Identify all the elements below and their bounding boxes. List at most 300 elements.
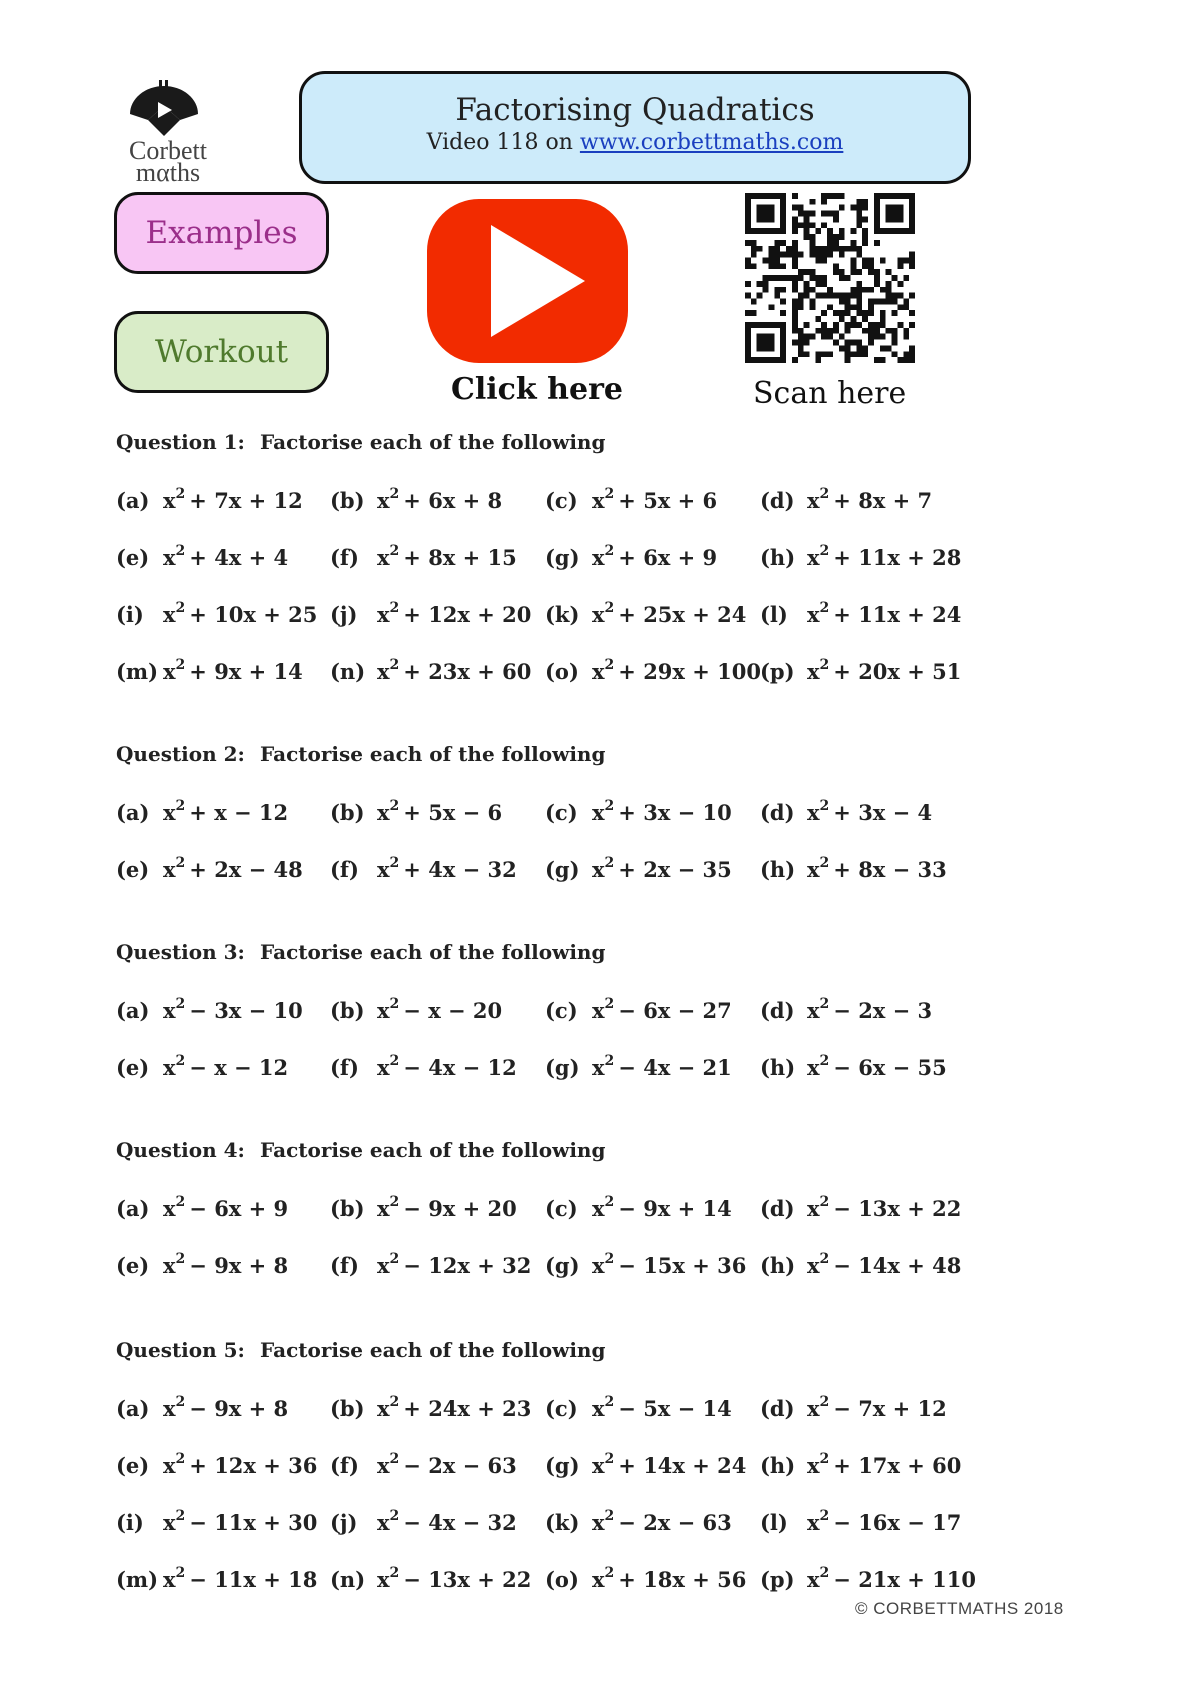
- item-exponent: 2: [819, 600, 830, 616]
- item-expression: − 4x − 21: [618, 1055, 732, 1080]
- question-item: [116, 602, 317, 627]
- item-expression: − 14x + 48: [833, 1253, 962, 1278]
- item-label: (b): [330, 998, 365, 1023]
- item-label: (d): [760, 1396, 795, 1421]
- item-expression: − 6x − 55: [833, 1055, 947, 1080]
- item-label: (f): [330, 545, 359, 570]
- item-expression: − 4x − 32: [403, 1510, 517, 1535]
- item-label: (a): [116, 800, 150, 825]
- item-expression: − 11x + 18: [189, 1567, 318, 1592]
- item-variable: x: [807, 659, 820, 684]
- item-exponent: 2: [389, 1053, 400, 1069]
- question-number: Question 5:: [116, 1338, 245, 1362]
- item-label: (h): [760, 1253, 796, 1278]
- item-label: (g): [545, 1055, 580, 1080]
- page-subtitle: [302, 130, 968, 155]
- question-instruction: Factorise each of the following: [260, 940, 606, 964]
- item-expression: + 17x + 60: [833, 1453, 962, 1478]
- item-label: (l): [760, 1510, 788, 1535]
- video-play-icon[interactable]: [425, 197, 630, 365]
- question-item: [760, 1453, 961, 1478]
- item-exponent: 2: [175, 1194, 186, 1210]
- item-variable: x: [377, 1453, 390, 1478]
- item-label: (c): [545, 998, 578, 1023]
- item-exponent: 2: [175, 996, 186, 1012]
- question-item: [760, 998, 932, 1023]
- item-expression: + 8x − 33: [833, 857, 947, 882]
- item-exponent: 2: [175, 1508, 186, 1524]
- item-variable: x: [377, 1510, 390, 1535]
- question-item: [330, 602, 531, 627]
- item-expression: + 25x + 24: [618, 602, 747, 627]
- question-item: [760, 857, 947, 882]
- item-expression: − 5x − 14: [618, 1396, 732, 1421]
- item-expression: − x − 20: [403, 998, 503, 1023]
- item-exponent: 2: [175, 657, 186, 673]
- website-link[interactable]: www.corbettmaths.com: [579, 130, 844, 155]
- item-label: (g): [545, 857, 580, 882]
- item-variable: x: [163, 1567, 176, 1592]
- item-exponent: 2: [389, 798, 400, 814]
- item-expression: − 15x + 36: [618, 1253, 747, 1278]
- item-variable: x: [377, 488, 390, 513]
- question-item: [116, 1567, 317, 1592]
- item-label: (i): [116, 1510, 144, 1535]
- question-item: [545, 659, 761, 684]
- item-label: (k): [545, 602, 580, 627]
- item-variable: x: [592, 998, 605, 1023]
- item-variable: x: [592, 659, 605, 684]
- item-expression: − 9x + 20: [403, 1196, 517, 1221]
- question-item: [545, 800, 732, 825]
- question-item: [545, 1510, 732, 1535]
- item-expression: + 5x + 6: [618, 488, 718, 513]
- item-label: (h): [760, 857, 796, 882]
- item-exponent: 2: [175, 600, 186, 616]
- item-exponent: 2: [175, 543, 186, 559]
- item-label: (a): [116, 488, 150, 513]
- item-exponent: 2: [604, 1053, 615, 1069]
- item-expression: − 9x + 8: [189, 1253, 289, 1278]
- item-exponent: 2: [819, 855, 830, 871]
- logo-line-1: Corbett: [129, 136, 207, 165]
- question-item: [116, 1453, 317, 1478]
- item-variable: x: [377, 1567, 390, 1592]
- item-exponent: 2: [389, 996, 400, 1012]
- question-item: [330, 998, 502, 1023]
- question-item: [116, 857, 303, 882]
- item-exponent: 2: [604, 600, 615, 616]
- item-expression: − 2x − 63: [403, 1453, 517, 1478]
- item-expression: + x − 12: [189, 800, 289, 825]
- item-variable: x: [807, 545, 820, 570]
- item-variable: x: [163, 1396, 176, 1421]
- question-item: [760, 1396, 947, 1421]
- logo-text: [118, 136, 218, 187]
- item-variable: x: [807, 857, 820, 882]
- copyright-footer: © CORBETTMATHS 2018: [855, 1599, 1064, 1618]
- item-label: (l): [760, 602, 788, 627]
- item-variable: x: [592, 857, 605, 882]
- question-item: [116, 1253, 288, 1278]
- question-item: [545, 1567, 746, 1592]
- question-item: [545, 602, 746, 627]
- question-item: [760, 545, 961, 570]
- item-expression: + 3x − 4: [833, 800, 933, 825]
- item-label: (d): [760, 998, 795, 1023]
- item-variable: x: [377, 800, 390, 825]
- item-exponent: 2: [604, 1251, 615, 1267]
- item-exponent: 2: [175, 855, 186, 871]
- item-label: (j): [330, 602, 358, 627]
- item-expression: − 2x − 63: [618, 1510, 732, 1535]
- question-5-title: [116, 1338, 606, 1362]
- item-expression: + 2x − 48: [189, 857, 303, 882]
- item-exponent: 2: [389, 1565, 400, 1581]
- item-variable: x: [163, 602, 176, 627]
- item-expression: − x − 12: [189, 1055, 289, 1080]
- item-label: (b): [330, 488, 365, 513]
- item-exponent: 2: [604, 798, 615, 814]
- question-2-title: [116, 742, 606, 766]
- question-item: [545, 545, 717, 570]
- item-exponent: 2: [175, 1053, 186, 1069]
- item-exponent: 2: [175, 1565, 186, 1581]
- item-variable: x: [163, 800, 176, 825]
- item-exponent: 2: [819, 543, 830, 559]
- item-expression: + 8x + 7: [833, 488, 933, 513]
- item-variable: x: [807, 488, 820, 513]
- item-label: (f): [330, 1453, 359, 1478]
- item-expression: − 21x + 110: [833, 1567, 976, 1592]
- item-variable: x: [592, 1396, 605, 1421]
- item-expression: + 20x + 51: [833, 659, 962, 684]
- item-label: (d): [760, 800, 795, 825]
- logo-line-2: mαths: [135, 158, 201, 187]
- item-exponent: 2: [175, 1251, 186, 1267]
- item-exponent: 2: [389, 1451, 400, 1467]
- question-item: [116, 998, 303, 1023]
- question-item: [330, 545, 517, 570]
- item-exponent: 2: [175, 798, 186, 814]
- question-item: [760, 1196, 961, 1221]
- item-expression: − 9x + 14: [618, 1196, 732, 1221]
- item-label: (h): [760, 1055, 796, 1080]
- question-item: [545, 1196, 732, 1221]
- item-variable: x: [163, 1510, 176, 1535]
- question-item: [760, 1510, 961, 1535]
- item-expression: − 6x + 9: [189, 1196, 289, 1221]
- item-exponent: 2: [175, 486, 186, 502]
- logo-emblem-icon: [126, 80, 202, 138]
- item-label: (f): [330, 1253, 359, 1278]
- item-label: (f): [330, 1055, 359, 1080]
- item-label: (e): [116, 857, 150, 882]
- item-exponent: 2: [604, 486, 615, 502]
- item-variable: x: [592, 800, 605, 825]
- question-3-title: [116, 940, 606, 964]
- item-exponent: 2: [819, 1394, 830, 1410]
- item-exponent: 2: [819, 1053, 830, 1069]
- item-exponent: 2: [604, 1565, 615, 1581]
- item-variable: x: [592, 602, 605, 627]
- item-expression: + 5x − 6: [403, 800, 503, 825]
- item-expression: + 4x + 4: [189, 545, 289, 570]
- question-item: [116, 545, 288, 570]
- question-item: [116, 659, 303, 684]
- subtitle-prefix: Video 118 on: [426, 130, 580, 155]
- question-item: [116, 1196, 288, 1221]
- item-expression: + 2x − 35: [618, 857, 732, 882]
- item-label: (f): [330, 857, 359, 882]
- item-exponent: 2: [389, 1508, 400, 1524]
- question-item: [330, 1055, 517, 1080]
- question-item: [330, 1510, 517, 1535]
- item-exponent: 2: [819, 996, 830, 1012]
- item-label: (b): [330, 1396, 365, 1421]
- question-item: [545, 857, 732, 882]
- item-exponent: 2: [819, 486, 830, 502]
- item-exponent: 2: [604, 996, 615, 1012]
- item-label: (a): [116, 1196, 150, 1221]
- item-expression: + 18x + 56: [618, 1567, 747, 1592]
- question-item: [760, 1253, 961, 1278]
- item-variable: x: [807, 602, 820, 627]
- item-expression: + 12x + 36: [189, 1453, 318, 1478]
- item-exponent: 2: [819, 657, 830, 673]
- item-expression: − 4x − 12: [403, 1055, 517, 1080]
- item-label: (n): [330, 1567, 366, 1592]
- item-expression: − 16x − 17: [833, 1510, 962, 1535]
- item-expression: − 6x − 27: [618, 998, 732, 1023]
- question-item: [545, 1055, 732, 1080]
- item-label: (a): [116, 998, 150, 1023]
- question-item: [330, 659, 531, 684]
- item-label: (o): [545, 659, 579, 684]
- question-instruction: Factorise each of the following: [260, 1338, 606, 1362]
- item-expression: + 7x + 12: [189, 488, 303, 513]
- item-variable: x: [592, 1510, 605, 1535]
- item-variable: x: [592, 488, 605, 513]
- item-expression: − 12x + 32: [403, 1253, 532, 1278]
- question-item: [330, 1196, 517, 1221]
- item-variable: x: [807, 1253, 820, 1278]
- item-label: (h): [760, 545, 796, 570]
- question-1-title: [116, 430, 606, 454]
- item-label: (a): [116, 1396, 150, 1421]
- item-expression: + 10x + 25: [189, 602, 318, 627]
- item-variable: x: [592, 1196, 605, 1221]
- item-variable: x: [377, 998, 390, 1023]
- question-item: [116, 1510, 317, 1535]
- question-item: [330, 488, 502, 513]
- item-expression: + 12x + 20: [403, 602, 532, 627]
- item-exponent: 2: [389, 855, 400, 871]
- item-expression: + 6x + 8: [403, 488, 503, 513]
- question-item: [760, 659, 961, 684]
- item-expression: − 11x + 30: [189, 1510, 318, 1535]
- item-exponent: 2: [604, 657, 615, 673]
- item-exponent: 2: [604, 1451, 615, 1467]
- item-exponent: 2: [819, 1565, 830, 1581]
- item-expression: + 11x + 24: [833, 602, 962, 627]
- question-item: [545, 488, 717, 513]
- item-variable: x: [163, 659, 176, 684]
- question-item: [545, 1396, 732, 1421]
- item-variable: x: [377, 1253, 390, 1278]
- question-instruction: Factorise each of the following: [260, 742, 606, 766]
- item-expression: + 8x + 15: [403, 545, 517, 570]
- item-variable: x: [807, 800, 820, 825]
- item-expression: − 7x + 12: [833, 1396, 947, 1421]
- item-exponent: 2: [819, 1194, 830, 1210]
- item-expression: − 9x + 8: [189, 1396, 289, 1421]
- item-expression: − 13x + 22: [833, 1196, 962, 1221]
- question-item: [330, 1453, 517, 1478]
- item-label: (c): [545, 488, 578, 513]
- item-exponent: 2: [389, 600, 400, 616]
- item-variable: x: [592, 1253, 605, 1278]
- item-variable: x: [163, 1453, 176, 1478]
- item-variable: x: [163, 1253, 176, 1278]
- item-label: (c): [545, 1196, 578, 1221]
- page-title: Factorising Quadratics: [455, 92, 815, 128]
- question-item: [330, 1253, 531, 1278]
- item-expression: − 2x − 3: [833, 998, 933, 1023]
- question-item: [116, 1396, 288, 1421]
- item-label: (e): [116, 1055, 150, 1080]
- item-label: (h): [760, 1453, 796, 1478]
- item-exponent: 2: [819, 798, 830, 814]
- question-number: Question 1:: [116, 430, 245, 454]
- item-exponent: 2: [389, 657, 400, 673]
- item-expression: − 13x + 22: [403, 1567, 532, 1592]
- question-item: [760, 1567, 976, 1592]
- item-label: (b): [330, 1196, 365, 1221]
- item-label: (c): [545, 800, 578, 825]
- question-item: [760, 488, 932, 513]
- item-exponent: 2: [604, 543, 615, 559]
- item-label: (p): [760, 659, 795, 684]
- item-expression: + 23x + 60: [403, 659, 532, 684]
- item-expression: + 11x + 28: [833, 545, 962, 570]
- question-item: [760, 800, 932, 825]
- item-variable: x: [807, 998, 820, 1023]
- item-label: (p): [760, 1567, 795, 1592]
- question-item: [330, 857, 517, 882]
- item-exponent: 2: [389, 1394, 400, 1410]
- question-item: [760, 1055, 947, 1080]
- item-variable: x: [807, 1567, 820, 1592]
- qr-code[interactable]: [745, 193, 915, 363]
- item-label: (m): [116, 1567, 159, 1592]
- item-expression: + 3x − 10: [618, 800, 732, 825]
- item-expression: + 4x − 32: [403, 857, 517, 882]
- item-variable: x: [163, 488, 176, 513]
- item-exponent: 2: [389, 1251, 400, 1267]
- item-exponent: 2: [175, 1394, 186, 1410]
- question-instruction: Factorise each of the following: [260, 1138, 606, 1162]
- item-exponent: 2: [175, 1451, 186, 1467]
- item-variable: x: [163, 998, 176, 1023]
- item-expression: − 3x − 10: [189, 998, 303, 1023]
- item-label: (m): [116, 659, 159, 684]
- corbettmaths-logo: [116, 80, 216, 190]
- question-item: [545, 1253, 746, 1278]
- item-variable: x: [163, 1196, 176, 1221]
- question-4-title: [116, 1138, 606, 1162]
- scan-here-label: Scan here: [753, 376, 907, 411]
- item-label: (e): [116, 1453, 150, 1478]
- item-expression: + 6x + 9: [618, 545, 718, 570]
- item-expression: + 29x + 100: [618, 659, 761, 684]
- question-item: [760, 602, 961, 627]
- item-exponent: 2: [604, 1394, 615, 1410]
- item-variable: x: [163, 1055, 176, 1080]
- item-label: (b): [330, 800, 365, 825]
- item-exponent: 2: [389, 486, 400, 502]
- item-variable: x: [807, 1396, 820, 1421]
- item-exponent: 2: [819, 1508, 830, 1524]
- question-number: Question 2:: [116, 742, 245, 766]
- click-here-label[interactable]: Click here: [451, 372, 623, 407]
- item-variable: x: [377, 659, 390, 684]
- question-item: [330, 800, 502, 825]
- title-box: [299, 71, 971, 184]
- item-variable: x: [377, 1196, 390, 1221]
- workout-button[interactable]: Workout: [114, 311, 329, 393]
- item-variable: x: [807, 1510, 820, 1535]
- item-exponent: 2: [604, 855, 615, 871]
- question-number: Question 4:: [116, 1138, 245, 1162]
- question-item: [116, 488, 303, 513]
- item-variable: x: [377, 857, 390, 882]
- item-label: (g): [545, 1453, 580, 1478]
- item-variable: x: [163, 857, 176, 882]
- item-exponent: 2: [389, 543, 400, 559]
- item-expression: + 14x + 24: [618, 1453, 747, 1478]
- question-item: [330, 1396, 531, 1421]
- item-variable: x: [592, 545, 605, 570]
- question-item: [330, 1567, 531, 1592]
- item-label: (e): [116, 545, 150, 570]
- item-label: (d): [760, 488, 795, 513]
- item-label: (g): [545, 545, 580, 570]
- item-variable: x: [807, 1196, 820, 1221]
- question-number: Question 3:: [116, 940, 245, 964]
- item-variable: x: [163, 545, 176, 570]
- question-item: [116, 1055, 288, 1080]
- question-item: [545, 1453, 746, 1478]
- item-label: (k): [545, 1510, 580, 1535]
- item-label: (g): [545, 1253, 580, 1278]
- item-exponent: 2: [389, 1194, 400, 1210]
- question-instruction: Factorise each of the following: [260, 430, 606, 454]
- item-exponent: 2: [604, 1508, 615, 1524]
- examples-button[interactable]: Examples: [114, 192, 329, 274]
- item-exponent: 2: [819, 1251, 830, 1267]
- item-variable: x: [377, 545, 390, 570]
- item-expression: + 24x + 23: [403, 1396, 532, 1421]
- question-item: [545, 998, 732, 1023]
- item-label: (c): [545, 1396, 578, 1421]
- item-label: (n): [330, 659, 366, 684]
- item-label: (j): [330, 1510, 358, 1535]
- item-variable: x: [377, 1055, 390, 1080]
- item-variable: x: [592, 1453, 605, 1478]
- item-variable: x: [807, 1055, 820, 1080]
- item-variable: x: [377, 1396, 390, 1421]
